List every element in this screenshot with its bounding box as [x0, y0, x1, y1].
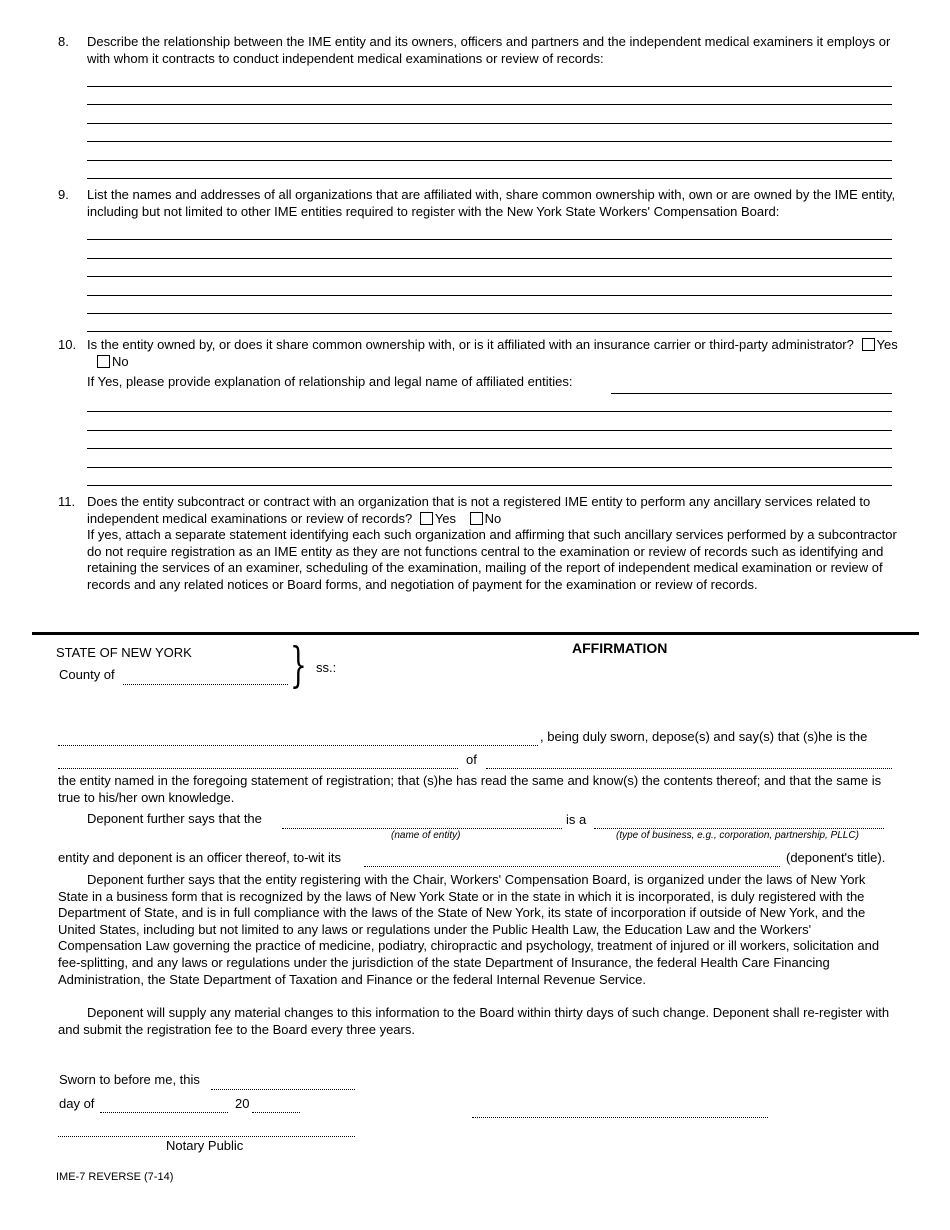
answer-line[interactable] — [87, 448, 892, 449]
answer-line[interactable] — [87, 295, 892, 296]
brace-icon: } — [290, 637, 307, 693]
named-text: the entity named in the foregoing statement of registration; that (s)he has read the same and know(s) the contents thereof; and that the same is true to his/her own knowledge. — [58, 773, 882, 805]
answer-line[interactable] — [611, 393, 892, 394]
state-label: STATE OF NEW YORK — [56, 645, 192, 660]
of-label: of — [466, 752, 477, 767]
ss-label: ss.: — [316, 660, 337, 675]
deponent-further-label: Deponent further says that the — [87, 811, 262, 826]
question-number: 10. — [58, 337, 77, 352]
answer-line[interactable] — [87, 276, 892, 277]
question-9 — [58, 187, 898, 220]
answer-line[interactable] — [87, 430, 892, 431]
followup-text: If yes, attach a separate statement identifying each such organization and affirming that such ancillary services performed by a subcontractor do not require registration as an IME entity as they are not functions central to the examination or review of records such as identifying and retaining the services of an examiner, scheduling of the examination, mailing of the report of independent medical examination or review of records and any related notices or Board forms, and negotiation of payment for the examination or review of records. — [87, 527, 897, 592]
officer-label: entity and deponent is an officer thereof, to-wit its — [58, 850, 342, 865]
compliance-paragraph: Deponent further says that the entity registering with the Chair, Workers' Compensation Board, is organized under the laws of New York State in a business form that is recognized by the laws of New York State or in the state in which it is incorporated, is duly registered with the Department of State, and is in full compliance with the laws of the State of New York, its state of incorporation if outside of New York, and the United States, including but not limited to any laws or regulations under the Public Health Law, the Education Law and the Workers' Compensation Law governing the practice of medicine, podiatry, chiropractic and psychology, treatment of injured or ill workers, solicitation and fee-splitting, and any laws or regulations under the jurisdiction of the state Department of Insurance, the federal Health Care Financing Administration, the State Department of Taxation and Finance or the federal Internal Revenue Service. — [58, 872, 880, 987]
question-number: 9. — [58, 187, 69, 202]
year-field[interactable] — [252, 1112, 300, 1113]
answer-line[interactable] — [87, 86, 892, 87]
affirmation-title: AFFIRMATION — [572, 640, 668, 656]
question-8 — [58, 34, 898, 67]
yes-label: Yes — [876, 337, 898, 352]
no-checkbox[interactable] — [470, 512, 483, 525]
answer-line[interactable] — [87, 467, 892, 468]
type-of-business-caption: (type of business, e.g., corporation, partnership, PLLC) — [616, 830, 859, 841]
sworn-date-field[interactable] — [211, 1089, 355, 1090]
question-number: 11. — [58, 494, 76, 509]
sworn-before-label: Sworn to before me, this — [59, 1072, 200, 1087]
deponent-position-field[interactable] — [58, 768, 458, 769]
answer-line[interactable] — [87, 141, 892, 142]
yes-label: Yes — [434, 510, 457, 526]
question-text: Describe the relationship between the IME entity and its owners, officers and partners and the independent medical examiners it employs or with whom it contracts to conduct independent medical examinations or review of records: — [87, 34, 891, 66]
answer-line[interactable] — [87, 331, 892, 332]
yes-checkbox[interactable] — [420, 512, 433, 525]
notary-signature-field[interactable] — [58, 1136, 355, 1137]
changes-paragraph: Deponent will supply any material changes to this information to the Board within thirty days of such change. Deponent shall re-register with and submit the registration fee to the Board every three years. — [58, 1005, 890, 1037]
answer-line[interactable] — [87, 123, 892, 124]
question-10 — [58, 337, 898, 391]
answer-line[interactable] — [87, 313, 892, 314]
answer-line[interactable] — [87, 239, 892, 240]
question-text: Does the entity subcontract or contract with an organization that is not a registered IME entity to perform any ancillary services related to independent medical examinations or review of records? — [87, 494, 871, 526]
deponent-title-field[interactable] — [364, 866, 780, 867]
signature-field[interactable] — [472, 1117, 768, 1118]
no-checkbox[interactable] — [97, 355, 110, 368]
answer-line[interactable] — [87, 411, 892, 412]
county-label: County of — [59, 667, 115, 682]
no-label: No — [484, 510, 502, 526]
question-number: 8. — [58, 34, 69, 49]
answer-line[interactable] — [87, 178, 892, 179]
year-prefix: 20 — [235, 1096, 250, 1111]
yes-checkbox[interactable] — [862, 338, 875, 351]
day-of-label: day of — [59, 1096, 95, 1111]
deponent-title-label: (deponent's title). — [786, 850, 886, 865]
notary-label: Notary Public — [166, 1138, 244, 1153]
county-field[interactable] — [123, 684, 288, 685]
deponent-name-field[interactable] — [58, 745, 538, 746]
form-id: IME-7 REVERSE (7-14) — [56, 1171, 174, 1183]
name-of-entity-caption: (name of entity) — [391, 830, 461, 841]
sworn-text: , being duly sworn, depose(s) and say(s) that (s)he is the — [540, 729, 868, 744]
answer-line[interactable] — [87, 258, 892, 259]
name-of-entity-field[interactable] — [282, 828, 562, 829]
no-label: No — [112, 353, 129, 369]
question-text: List the names and addresses of all organizations that are affiliated with, share common ownership with, own or are owned by the IME entity, including but not limited to other IME entities required to register with the New York State Workers' Compensation Board: — [87, 187, 896, 219]
question-text: Is the entity owned by, or does it share common ownership with, or is it affiliated with an insurance carrier or third-party administrator? — [87, 337, 854, 352]
question-11 — [58, 494, 898, 593]
type-of-business-field[interactable] — [594, 828, 884, 829]
entity-field[interactable] — [486, 768, 892, 769]
is-a-label: is a — [566, 812, 587, 827]
followup-text: If Yes, please provide explanation of relationship and legal name of affiliated entities: — [87, 374, 573, 389]
answer-line[interactable] — [87, 104, 892, 105]
answer-line[interactable] — [87, 485, 892, 486]
answer-line[interactable] — [87, 160, 892, 161]
section-divider — [32, 632, 919, 635]
month-field[interactable] — [100, 1112, 228, 1113]
